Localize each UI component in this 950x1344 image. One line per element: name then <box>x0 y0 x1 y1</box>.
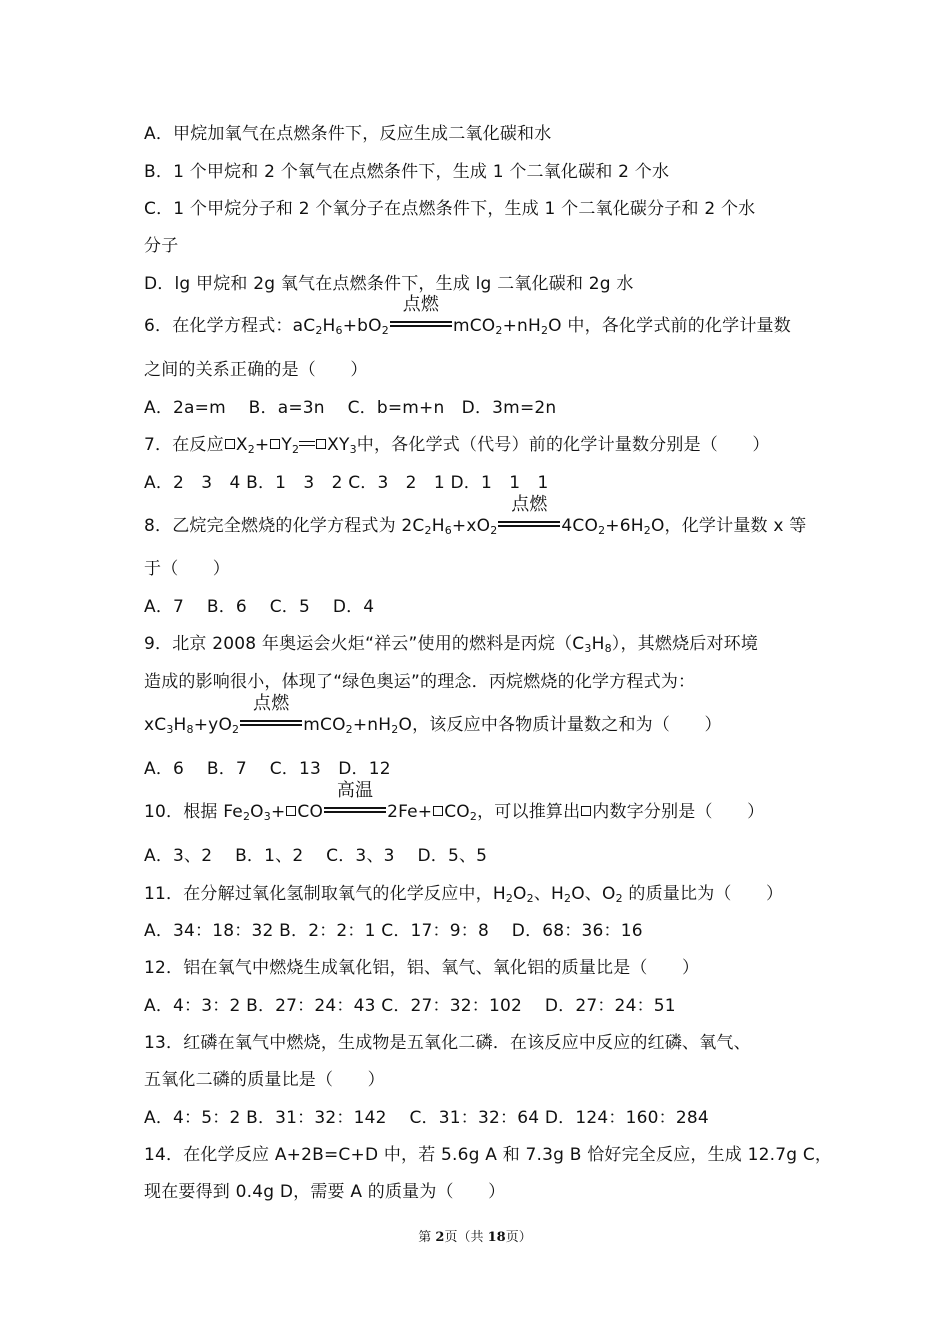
q6-prefix: 6．在化学方程式：aC <box>144 316 316 336</box>
q10-suffix2: 内数字分别是（ ） <box>592 802 765 822</box>
reaction-arrow <box>390 294 452 331</box>
q6-stem-line1: 6．在化学方程式：$aC_2H_6+bO_2$ 点燃 $mCO_2+nH_2O$ 中，各化学式前的化学计量数 <box>144 294 791 337</box>
q8-stem-line1: 8．乙烷完全燃烧的化学方程式为 $2C_2H_6+xO_2$ 点燃 $4CO_2+6H_2O$，化学计量数 x 等 <box>144 494 807 537</box>
q11-stem: 11．在分解过氧化氢制取氧气的化学反应中，$H_2O_2$、$H_2O$、$O_2$ 的质量比为（ ） <box>144 884 784 905</box>
q9-stem-line2: 造成的影响很小，体现了“绿色奥运”的理念．丙烷燃烧的化学方程式为： <box>144 672 696 692</box>
q10-suffix: ，可以推算出 <box>477 802 581 822</box>
reaction-condition: 点燃 <box>511 494 548 515</box>
q7-prefix: 7．在反应 <box>144 435 224 455</box>
q8-suffix: ，化学计量数 x 等 <box>664 516 807 536</box>
q12-stem: 12．铝在氧气中燃烧生成氧化铝，铝、氧气、氧化铝的质量比是（ ） <box>144 958 700 978</box>
reaction-arrow <box>240 693 302 730</box>
q9-equation-line: $xC_3H_8+yO_2$ 点燃 $mCO_2+nH_2O$，该反应中各物质计量数之和为（ ） <box>144 693 722 736</box>
q5-option-b: B．1 个甲烷和 2 个氧气在点燃条件下，生成 1 个二氧化碳和 2 个水 <box>144 162 670 182</box>
blank-box <box>581 806 591 816</box>
q7-options: A．2 3 4 B．1 3 2 C．3 2 1 D．1 1 1 <box>144 473 549 493</box>
q12-options: A．4：3：2 B．27：24：43 C．27：32：102 D．27：24：51 <box>144 996 676 1016</box>
q6-options: A．2a=m B．a=3n C．b=m+n D．3m=2n <box>144 398 557 418</box>
reaction-condition: 高温 <box>336 780 374 801</box>
q13-stem-line2: 五氧化二磷的质量比是（ ） <box>144 1070 385 1090</box>
blank-box <box>433 806 443 816</box>
q8-stem-line2: 于（ ） <box>144 559 230 579</box>
q9-stem-line1: 9．北京 2008 年奥运会火炬“祥云”使用的燃料是丙烷$(C_3H_8)$，其燃烧后对环境 <box>144 634 759 655</box>
q5-option-c-line1: C．1 个甲烷分子和 2 个氧分子在点燃条件下，生成 1 个二氧化碳分子和 2 个水 <box>144 199 756 219</box>
q10-stem: 10．根据 $Fe_2O_3+$ CO 高温 $2Fe+ CO_2$，可以推算出 内数字分别是（ ） <box>144 780 765 823</box>
equals-sign <box>299 441 315 447</box>
blank-box <box>225 439 235 449</box>
footer-page-number: 2 <box>435 1230 445 1245</box>
q14-stem-line1: 14．在化学反应 A+2B=C+D 中，若 5.6g A 和 7.3g B 恰好完全反应，生成 12.7g C， <box>144 1145 833 1165</box>
reaction-condition: 点燃 <box>253 693 290 714</box>
page-footer <box>0 1226 950 1245</box>
q9-suffix: ，该反应中各物质计量数之和为（ ） <box>412 715 722 735</box>
q11-prefix: 11．在分解过氧化氢制取氧气的化学反应中，H <box>144 884 506 904</box>
q8-prefix: 8．乙烷完全燃烧的化学方程式为 2C <box>144 516 425 536</box>
q13-stem-line1: 13．红磷在氧气中燃烧，生成物是五氧化二磷．在该反应中反应的红磷、氧气、 <box>144 1033 751 1053</box>
footer-mid: 页（共 <box>444 1230 488 1245</box>
blank-box <box>316 439 326 449</box>
q6-stem-line2: 之间的关系正确的是（ ） <box>144 360 368 380</box>
blank-box <box>270 439 280 449</box>
footer-pre: 第 <box>418 1230 436 1245</box>
footer-total-pages: 18 <box>487 1230 506 1245</box>
blank-box <box>286 806 296 816</box>
q9-line1: 9．北京 2008 年奥运会火炬“祥云”使用的燃料是丙烷（C <box>144 634 585 654</box>
q10-prefix: 10．根据 Fe <box>144 802 243 822</box>
q7-suffix: 中，各化学式（代号）前的化学计量数分别是（ ） <box>356 435 770 455</box>
q8-options: A．7 B．6 C．5 D．4 <box>144 597 375 617</box>
reaction-arrow <box>324 780 386 817</box>
q6-suffix: ，各化学式前的化学计量数 <box>584 316 791 336</box>
reaction-condition: 点燃 <box>402 294 440 315</box>
q14-stem-line2: 现在要得到 0.4g D，需要 A 的质量为（ ） <box>144 1182 506 1202</box>
q5-option-d: D．lg 甲烷和 2g 氧气在点燃条件下，生成 lg 二氧化碳和 2g 水 <box>144 274 634 294</box>
q5-option-a: A．甲烷加氧气在点燃条件下，反应生成二氧化碳和水 <box>144 124 552 144</box>
reaction-arrow <box>498 494 560 531</box>
q9-options: A．6 B．7 C．13 D．12 <box>144 759 391 779</box>
q5-option-c-line2: 分子 <box>144 236 179 256</box>
q13-options: A．4：5：2 B．31：32：142 C．31：32：64 D．124：160：284 <box>144 1108 709 1128</box>
q7-stem: 7．在反应 $X_2+ Y_2$ $XY_3$中，各化学式（代号）前的化学计量数分别是（ ） <box>144 435 770 456</box>
q9-line1b: ），其燃烧后对环境 <box>611 634 759 654</box>
q10-options: A．3、2 B．1、2 C．3、3 D．5、5 <box>144 846 488 866</box>
footer-post: 页） <box>505 1230 532 1245</box>
q11-suffix: 的质量比为（ ） <box>628 884 784 904</box>
q11-options: A．34：18：32 B．2：2：1 C．17：9：8 D．68：36：16 <box>144 921 643 941</box>
